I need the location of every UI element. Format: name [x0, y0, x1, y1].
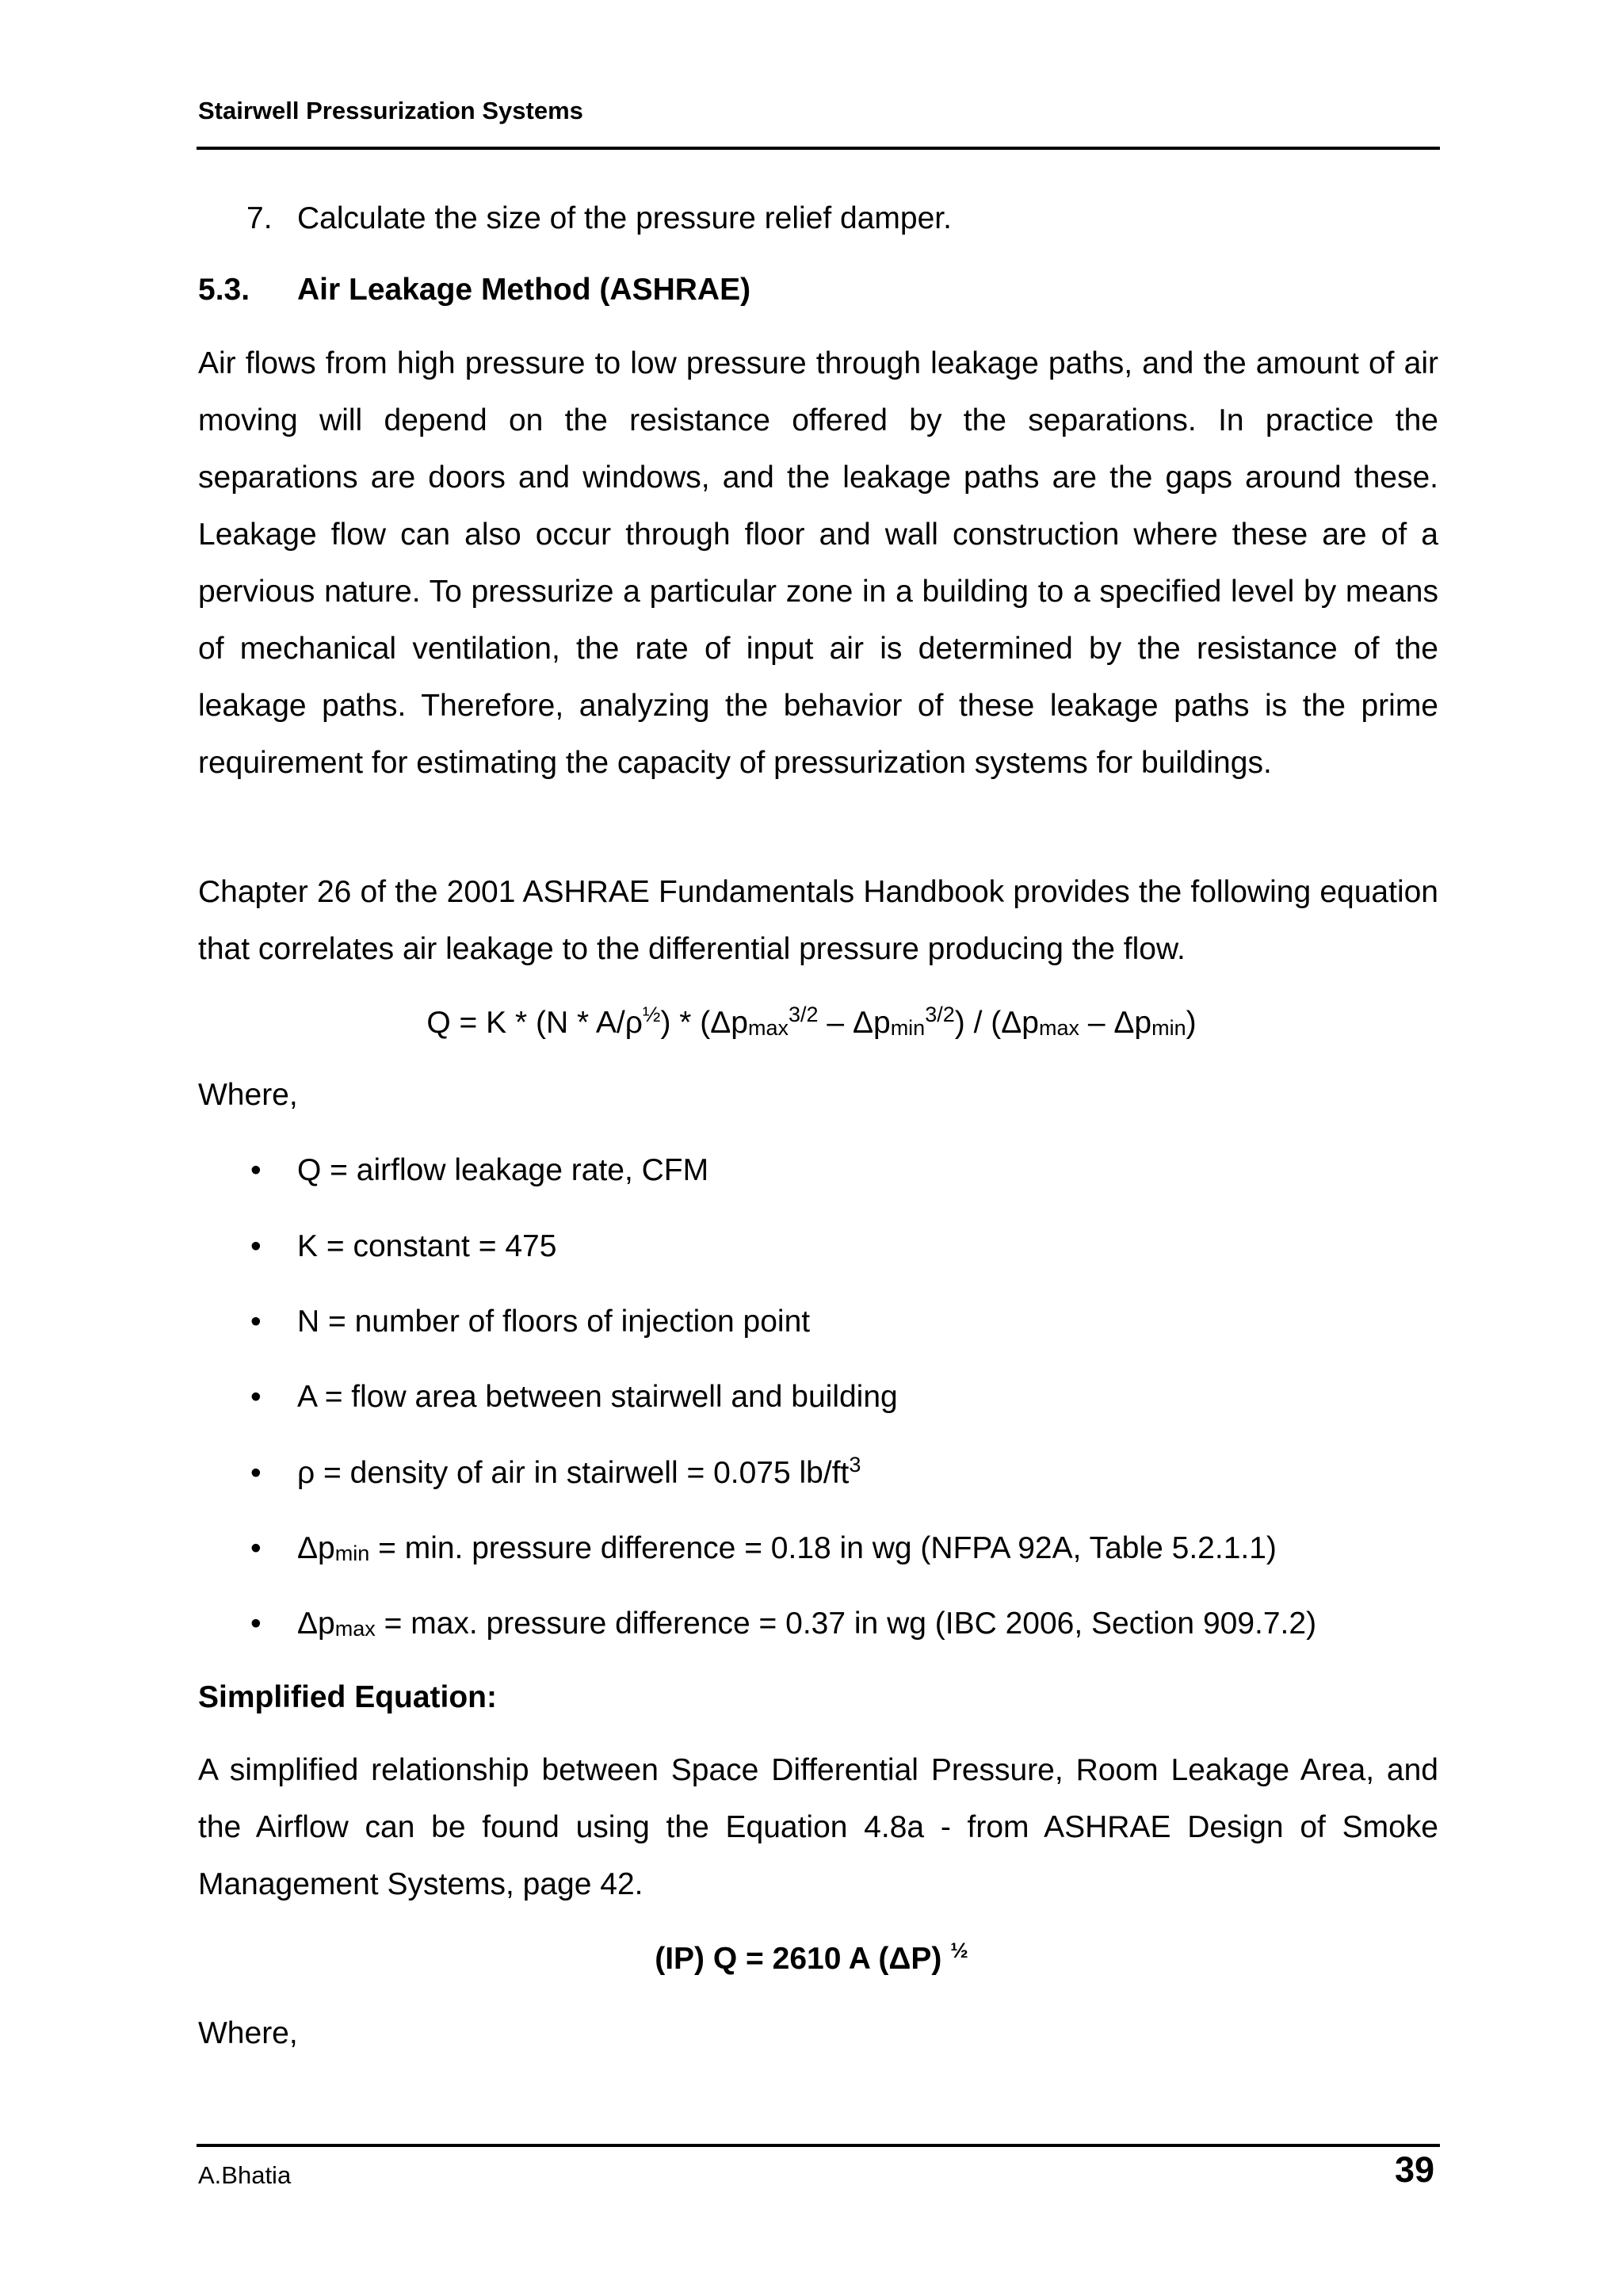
- eq-part: – Δp: [1079, 1006, 1152, 1040]
- list-item-sup: 3: [849, 1453, 861, 1477]
- list-item-text: Δp: [297, 1606, 335, 1641]
- where-label: Where,: [198, 1078, 298, 1112]
- footer-rule: [197, 2144, 1440, 2147]
- bullet-icon: •: [250, 1456, 262, 1490]
- bullet-icon: •: [250, 1380, 262, 1414]
- list-item-text: = min. pressure difference = 0.18 in wg (NFPA 92A, Table 5.2.1.1): [369, 1531, 1277, 1565]
- list-item-text: Δp: [297, 1531, 335, 1565]
- eq-part: ) * (Δp: [660, 1006, 749, 1040]
- eq-part: – Δp: [818, 1006, 891, 1040]
- eq-sup: 3/2: [789, 1003, 819, 1026]
- bullet-icon: •: [250, 1305, 262, 1339]
- paragraph-air-flows: Air flows from high pressure to low pressure through leakage paths, and the amount of air moving will depend on the resistance offered by the separations. In practice the separations are doors and windows, and the leakage paths are the gaps around these. Leakage flow can also occur through floor and wall construction where these are of a pervious nature. To pressurize a particular zone in a building to a specified level by means of mechanical ventilation, the rate of input air is determined by the resistance of the leakage paths. Therefore, analyzing the behavior of these leakage paths is the prime requirement for estimating the capacity of pressurization systems for buildings.: [198, 346, 1438, 780]
- list-item: N = number of floors of injection point: [297, 1305, 811, 1339]
- list-item: Q = airflow leakage rate, CFM: [297, 1153, 709, 1187]
- eq2-sup: ½: [950, 1939, 968, 1962]
- running-header: Stairwell Pressurization Systems: [198, 97, 583, 124]
- eq-part: Q = K * (N * A/ρ: [426, 1006, 643, 1040]
- step-number: 7.: [246, 201, 273, 235]
- eq-part: ): [1186, 1006, 1197, 1040]
- eq-sub: min: [890, 1016, 926, 1040]
- paragraph-simplified: A simplified relationship between Space Differential Pressure, Room Leakage Area, and the Airflow can be found using the Equation 4.8a - from ASHRAE Design of Smoke Management Systems, page 42.: [198, 1753, 1438, 1901]
- eq-sup: ½: [642, 1003, 661, 1026]
- bullet-icon: •: [250, 1531, 262, 1565]
- eq-sup: 3/2: [925, 1003, 955, 1026]
- eq-sub: min: [1151, 1016, 1186, 1040]
- footer-author: A.Bhatia: [198, 2161, 292, 2189]
- eq2-main: (IP) Q = 2610 A (ΔP): [655, 1942, 942, 1976]
- list-item: [297, 1595, 1316, 1652]
- page-number: 39: [1394, 2149, 1434, 2190]
- section-title: Air Leakage Method (ASHRAE): [297, 273, 751, 307]
- list-item: [297, 1520, 1277, 1577]
- bullet-icon: •: [250, 1153, 262, 1187]
- list-item: A = flow area between stairwell and building: [297, 1380, 898, 1414]
- eq-sub: max: [1038, 1016, 1079, 1040]
- eq-sub: max: [748, 1016, 789, 1040]
- simplified-equation: [0, 1931, 1623, 1988]
- header-rule: [197, 147, 1440, 150]
- paragraph-chapter-26: Chapter 26 of the 2001 ASHRAE Fundamentals Handbook provides the following equation that correlates air leakage to the differential pressure producing the flow.: [198, 875, 1438, 966]
- where-label-2: Where,: [198, 2016, 298, 2050]
- leakage-equation: [0, 995, 1623, 1052]
- simplified-heading: Simplified Equation:: [198, 1680, 497, 1714]
- list-item-sub: min: [334, 1541, 370, 1565]
- list-item-sub: max: [334, 1617, 376, 1641]
- bullet-icon: •: [250, 1229, 262, 1263]
- list-item: [297, 1445, 861, 1502]
- list-item-text: = max. pressure difference = 0.37 in wg (IBC 2006, Section 909.7.2): [375, 1606, 1317, 1641]
- eq-part: ) / (Δp: [954, 1006, 1039, 1040]
- list-item-text: ρ = density of air in stairwell = 0.075 lb/ft: [297, 1456, 850, 1490]
- step-text: Calculate the size of the pressure relief damper.: [297, 201, 952, 235]
- list-item: K = constant = 475: [297, 1229, 557, 1263]
- bullet-icon: •: [250, 1606, 262, 1641]
- section-number: 5.3.: [198, 273, 250, 307]
